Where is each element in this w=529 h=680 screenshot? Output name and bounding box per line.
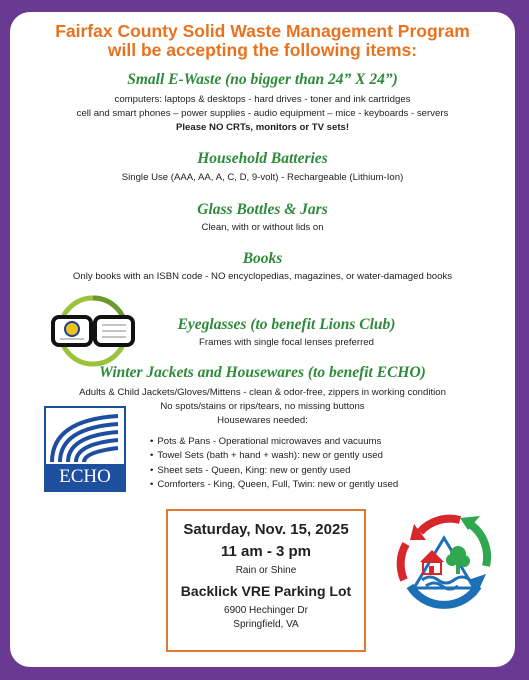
event-address-line1: 6900 Hechinger Dr [224, 605, 308, 616]
flyer-title-line2: will be accepting the following items: [107, 40, 418, 60]
housewares-heading: Housewares needed: [217, 415, 308, 426]
recycle-arrows-icon [390, 510, 498, 610]
ewaste-line1: computers: laptops & desktops - hard drives - toner and ink cartridges [114, 94, 411, 105]
eyeglasses-heading: Eyeglasses (to benefit Lions Club) [177, 316, 396, 333]
ewaste-line2: cell and smart phones – power supplies - audio equipment – mice - keyboards - servers [76, 108, 449, 119]
glass-line1: Clean, with or without lids on [201, 222, 324, 233]
books-line1: Only books with an ISBN code - NO encyclopedias, magazines, or water-damaged books [72, 271, 453, 282]
jackets-line2: No spots/stains or rips/tears, no missing buttons [160, 401, 365, 412]
ewaste-note: Please NO CRTs, monitors or TV sets! [175, 122, 350, 133]
eyeglasses-line1: Frames with single focal lenses preferred [199, 337, 374, 348]
jackets-heading: Winter Jackets and Housewares (to benefit ECHO) [99, 364, 426, 381]
event-venue: Backlick VRE Parking Lot [180, 583, 352, 599]
flyer-title-line1: Fairfax County Solid Waste Management Program [55, 21, 470, 41]
books-heading: Books [242, 250, 283, 267]
list-item: • Towel Sets (bath + hand + wash): new or gently used [150, 449, 398, 463]
batteries-line1: Single Use (AAA, AA, A, C, D, 9-volt) - Rechargeable (Lithium-Ion) [121, 172, 404, 183]
jackets-line1: Adults & Child Jackets/Gloves/Mittens - clean & odor-free, zippers in working condition [79, 387, 446, 398]
flyer-card [10, 12, 515, 667]
event-weather: Rain or Shine [235, 565, 297, 576]
batteries-heading: Household Batteries [197, 150, 328, 167]
list-item: • Sheet sets - Queen, King: new or gently used [150, 464, 398, 478]
echo-logo-text: ECHO [46, 464, 124, 490]
glass-heading: Glass Bottles & Jars [197, 201, 328, 218]
event-address-line2: Springfield, VA [233, 619, 299, 630]
echo-arcs-icon [46, 410, 124, 464]
event-time: 11 am - 3 pm [220, 543, 312, 560]
housewares-list [150, 435, 398, 492]
list-item: • Comforters - King, Queen, Full, Twin: new or gently used [150, 478, 398, 492]
echo-logo [44, 406, 126, 492]
list-item: • Pots & Pans - Operational microwaves and vacuums [150, 435, 398, 449]
ewaste-heading: Small E-Waste (no bigger than 24” X 24”) [127, 71, 398, 88]
event-details-box [166, 509, 366, 652]
event-date: Saturday, Nov. 15, 2025 [183, 521, 349, 538]
